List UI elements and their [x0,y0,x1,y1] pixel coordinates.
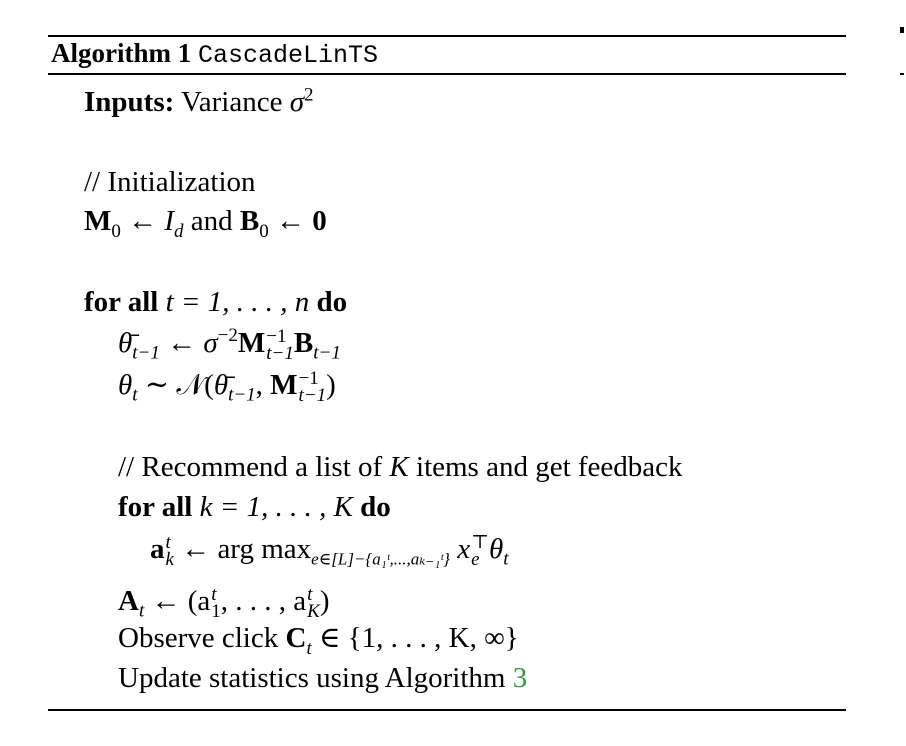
normal: 𝒩 [176,368,205,401]
expr: , . . . , a [220,584,307,617]
recommend-comment [118,453,683,482]
B: B [239,205,260,237]
sub: t−1 [132,342,160,364]
init-comment [84,168,256,197]
keyword: do [360,491,391,523]
M: M [237,326,266,359]
theta-bar: θ̄ [213,368,229,401]
text: Observe click [118,622,279,654]
theta-sample-line [118,368,336,407]
sup: ⊤ [471,532,489,553]
At-line [118,584,330,623]
sim: ∼ [144,368,170,401]
margin-mark [900,27,904,33]
arrow: ← [167,326,197,359]
paren: ) [326,368,336,401]
theta-bar: θ̄ [118,326,133,359]
algorithm-name: CascadeLinTS [197,41,379,70]
sub: t−1 [228,384,256,406]
C: C [285,622,307,654]
keyword: for all [84,286,159,318]
sup: t [211,584,217,605]
theta-bar-line [118,325,341,365]
for-t-line [84,288,347,317]
margin-mark [900,73,904,75]
algorithm-title [51,40,378,68]
text: Update statistics using Algorithm [118,662,506,694]
constraint: e∈[L]−{a₁ᵗ,...,aₖ₋₁ᵗ} [311,549,450,569]
inputs-label: Inputs: [84,86,175,118]
a: a [150,532,165,565]
arrow: ← [181,532,211,565]
sub: t [306,637,312,659]
expr: ∈ {1, . . . , K, ∞} [318,622,519,654]
inputs-text: Variance [181,86,283,118]
sub: k [165,549,174,571]
comma: , [255,368,263,401]
sup: t [165,532,171,553]
sub: 1 [211,601,221,623]
bottom-rule [48,709,846,711]
arrow: ← [128,205,158,237]
keyword: do [316,286,348,318]
expr: (a [187,584,211,617]
and: and [190,205,233,237]
observe-line [118,622,519,659]
x: x [457,532,471,565]
sup: −1 [266,326,287,347]
arrow: ← [276,205,306,237]
init-line [84,205,327,242]
sub: t [138,600,145,622]
sub: t [132,384,138,406]
comment: items and get feedback [416,451,683,483]
paren: ( [204,368,214,401]
sub: t−1 [266,343,294,365]
inputs-line [84,84,314,118]
sup: t [307,584,313,605]
expr: k = 1, . . . , K [199,491,353,523]
argmax: arg max [217,532,312,565]
sub: 0 [111,220,121,242]
B: B [293,326,314,359]
sub: t [503,548,509,570]
algorithm-reference-link[interactable]: 3 [512,662,528,694]
K: K [389,451,409,483]
A: A [118,584,139,617]
comment: // Initialization [84,166,256,198]
M: M [270,368,298,401]
algorithm-label: Algorithm 1 [51,38,192,68]
exp: −2 [217,325,238,347]
sigma: σ [203,326,218,359]
update-line [118,664,527,693]
sub: 0 [259,220,269,242]
expr: t = 1, . . . , n [165,286,310,318]
theta: θ [118,368,133,401]
arrow: ← [151,584,181,617]
keyword: for all [118,491,193,523]
I: I [164,205,175,237]
paren: ) [319,584,330,617]
comment: // Recommend a list of [118,451,383,483]
sub: e [471,549,480,571]
top-rule [48,35,846,37]
zero: 0 [312,205,327,237]
M: M [84,205,112,237]
sub: K [307,601,320,623]
sigma: σ [289,86,305,118]
theta: θ [488,532,504,565]
for-k-line [118,493,391,522]
sub: t−1 [313,342,341,364]
sup: −1 [298,368,319,389]
sub: d [174,220,184,242]
sub: t−1 [298,385,327,407]
exponent: 2 [304,84,314,106]
argmax-line [150,532,509,571]
header-rule [48,73,846,75]
